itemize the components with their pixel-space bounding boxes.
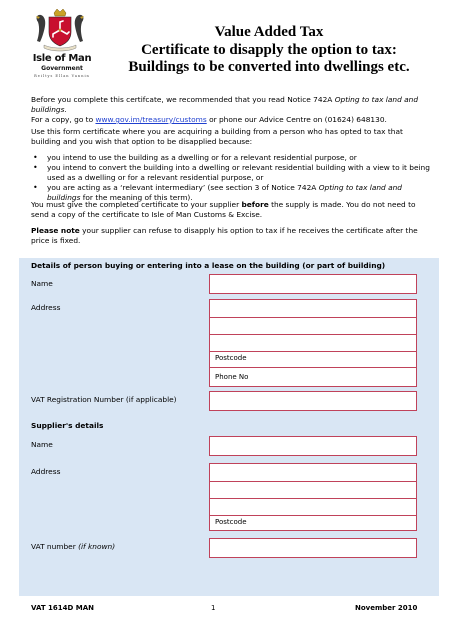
supplier-name-field[interactable] bbox=[209, 436, 417, 456]
reasons-list bbox=[31, 153, 431, 203]
list-item: • you intend to convert the building into a dwelling or relevant residential building with a view to it being used as a dwelling or for a relevant residential purpose, or bbox=[31, 163, 431, 183]
intro-paragraph-4: Please note your supplier can refuse to disapply his option to tax if he receives the certificate after the price is fixed. bbox=[31, 226, 418, 245]
document-title bbox=[108, 24, 430, 77]
title-line-1: Value Added Tax bbox=[214, 24, 324, 40]
buyer-address-field[interactable] bbox=[209, 299, 417, 369]
logo-tagline: Reiltys Ellan Vannin bbox=[34, 74, 90, 78]
intro-paragraph-3: You must give the completed certificate to your supplier before the supply is made. You do not need to send a copy of the certificate to Isle of Man Customs & Excise. bbox=[31, 200, 416, 219]
supplier-vat-field[interactable] bbox=[209, 538, 417, 558]
logo-wordmark: Isle of Man bbox=[32, 53, 92, 64]
address-line-divider bbox=[210, 515, 416, 516]
buyer-postcode-label: Postcode bbox=[215, 354, 247, 362]
address-line-divider bbox=[210, 351, 416, 352]
address-line-divider bbox=[210, 498, 416, 499]
logo-subtitle: Government bbox=[41, 65, 83, 72]
page-number: 1 bbox=[211, 604, 216, 612]
list-item: • you are acting as a ‘relevant intermediary’ (see section 3 of Notice 742A Opting to tax land and buildings for the meaning of this term). bbox=[31, 183, 431, 203]
supplier-address-field[interactable] bbox=[209, 463, 417, 531]
buyer-vat-label: VAT Registration Number (if applicable) bbox=[31, 395, 177, 404]
buyer-phone-label: Phone No bbox=[215, 373, 249, 381]
buyer-phone-field[interactable] bbox=[209, 367, 417, 387]
buyer-address-label: Address bbox=[31, 303, 61, 312]
form-code: VAT 1614D MAN bbox=[31, 604, 94, 612]
supplier-vat-label: VAT number (if known) bbox=[31, 542, 116, 551]
title-line-3: Buildings to be converted into dwellings etc. bbox=[128, 59, 410, 75]
title-line-2: Certificate to disapply the option to tax: bbox=[141, 41, 397, 58]
buyer-section-heading: Details of person buying or entering into a lease on the building (or part of building) bbox=[31, 261, 386, 270]
buyer-name-field[interactable] bbox=[209, 274, 417, 294]
buyer-vat-field[interactable] bbox=[209, 391, 417, 411]
customs-website-link[interactable]: www.gov.im/treasury/customs bbox=[95, 115, 207, 124]
list-item: • you intend to use the building as a dwelling or for a relevant residential purpose, or bbox=[31, 153, 431, 163]
intro-paragraph-2: Use this form certificate where you are acquiring a building from a person who has opted to tax that building and you wish that option to be disapplied because: bbox=[31, 127, 403, 146]
address-line-divider bbox=[210, 481, 416, 482]
supplier-section-heading: Supplier's details bbox=[31, 421, 104, 430]
coat-of-arms-icon bbox=[32, 8, 88, 52]
supplier-postcode-label: Postcode bbox=[215, 518, 247, 526]
isle-of-man-government-logo bbox=[22, 8, 102, 80]
address-line-divider bbox=[210, 334, 416, 335]
address-line-divider bbox=[210, 317, 416, 318]
form-date: November 2010 bbox=[355, 604, 418, 612]
supplier-name-label: Name bbox=[31, 440, 53, 449]
intro-paragraph-1: Before you complete this certifcate, we recommended that you read Notice 742A Opting to tax land and buildings. For a copy, go to www.gov.im/treasury/customs or phone our Advice Centre on (01624) 648130. bbox=[31, 95, 419, 124]
supplier-address-label: Address bbox=[31, 467, 61, 476]
buyer-name-label: Name bbox=[31, 279, 53, 288]
